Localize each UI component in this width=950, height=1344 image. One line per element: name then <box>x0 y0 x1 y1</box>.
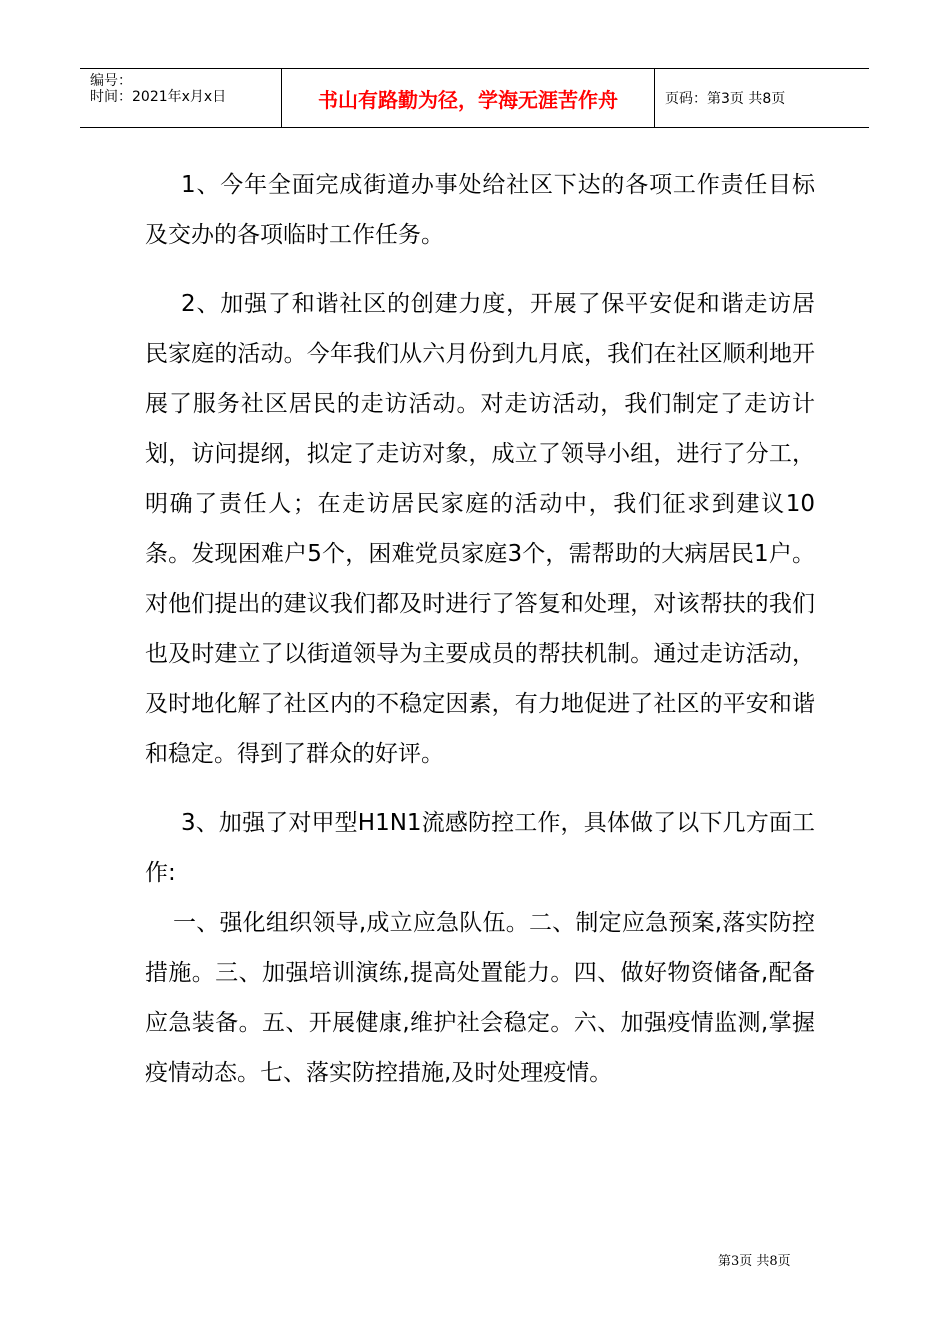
header-time-label: 时间：2021年x月x日 <box>90 89 227 105</box>
header-page-code: 页码：第3页 共8页 <box>665 91 786 107</box>
paragraph-1: 1、今年全面完成街道办事处给社区下达的各项工作责任目标及交办的各项临时工作任务。 <box>145 172 815 248</box>
paragraph-4: 一、强化组织领导,成立应急队伍。二、制定应急预案,落实防控措施。三、加强培训演练,提高处置能力。四、做好物资储备,配备应急装备。五、开展健康,维护社会稳定。六、加强疫情监测,掌握疫情动态。七、落实防控措施,及时处理疫情。 <box>145 910 815 1086</box>
header-motto: 书山有路勤为径，学海无涯苦作舟 <box>282 69 655 127</box>
document-body <box>145 160 815 1098</box>
page-header <box>80 68 869 128</box>
paragraph-2: 2、加强了和谐社区的创建力度，开展了保平安促和谐走访居民家庭的活动。今年我们从六月份到九月底，我们在社区顺利地开展了服务社区居民的走访活动。对走访活动，我们制定了走访计划，访问提纲，拟定了走访对象，成立了领导小组，进行了分工，明确了责任人；在走访居民家庭的活动中，我们征求到建议10条。发现困难户5个，困难党员家庭3个，需帮助的大病居民1户。对他们提出的建议我们都及时进行了答复和处理，对该帮扶的我们也及时建立了以街道领导为主要成员的帮扶机制。通过走访活动，及时地化解了社区内的不稳定因素，有力地促进了社区的平安和谐和稳定。得到了群众的好评。 <box>145 291 815 767</box>
page-footer: 第3页 共8页 <box>718 1254 791 1269</box>
header-number-label: 编号： <box>90 73 132 89</box>
header-meta <box>80 69 282 127</box>
paragraph-3: 3、加强了对甲型H1N1流感防控工作，具体做了以下几方面工作: <box>145 810 815 886</box>
